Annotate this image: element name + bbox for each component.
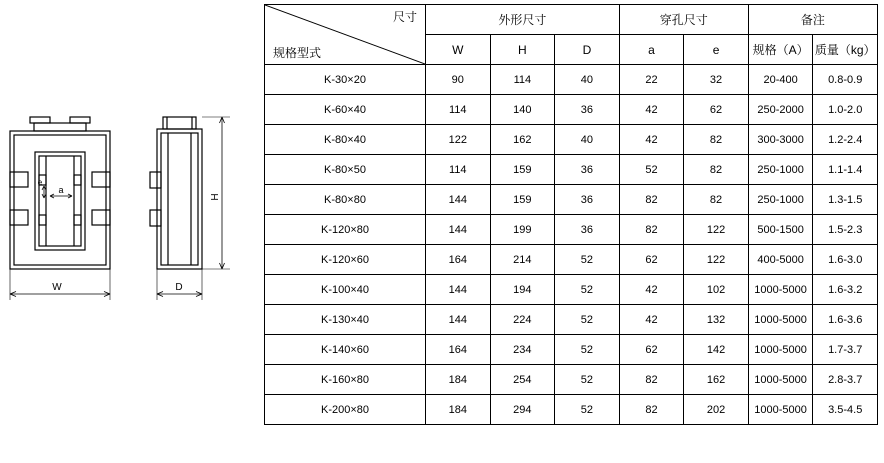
header-corner-cell — [265, 5, 426, 65]
cell-mass: 1.1-1.4 — [813, 155, 878, 185]
cell-model: K-80×50 — [265, 155, 426, 185]
table-row — [265, 155, 878, 185]
drawing-svg — [0, 0, 264, 463]
front-inner-e-label: e — [37, 178, 43, 187]
table-row — [265, 95, 878, 125]
cell-h: 234 — [490, 335, 555, 365]
cell-spec: 250-1000 — [748, 155, 813, 185]
cell-mass: 3.5-4.5 — [813, 395, 878, 425]
table-row — [265, 215, 878, 245]
cell-e: 32 — [684, 65, 749, 95]
cell-w: 144 — [426, 275, 491, 305]
header-col-h: H — [490, 35, 555, 65]
table-row — [265, 125, 878, 155]
cell-w: 144 — [426, 185, 491, 215]
cell-e: 102 — [684, 275, 749, 305]
header-group-hole: 穿孔尺寸 — [619, 5, 748, 35]
table-row — [265, 65, 878, 95]
cell-model: K-140×60 — [265, 335, 426, 365]
cell-model: K-200×80 — [265, 395, 426, 425]
cell-model: K-130×40 — [265, 305, 426, 335]
table-header-row-1 — [265, 5, 878, 35]
cell-spec: 1000-5000 — [748, 275, 813, 305]
cell-h: 254 — [490, 365, 555, 395]
table-row — [265, 335, 878, 365]
spec-table-wrap — [264, 4, 880, 425]
cell-e: 62 — [684, 95, 749, 125]
header-dimension-label: 尺寸 — [392, 10, 417, 24]
cell-d: 36 — [555, 185, 620, 215]
cell-spec: 1000-5000 — [748, 365, 813, 395]
spec-table-body — [265, 65, 878, 425]
header-model-label: 规格型式 — [273, 46, 322, 60]
cell-e: 162 — [684, 365, 749, 395]
cell-w: 164 — [426, 335, 491, 365]
cell-h: 162 — [490, 125, 555, 155]
table-row — [265, 305, 878, 335]
header-col-mass: 质量（kg） — [813, 35, 878, 65]
cell-spec: 400-5000 — [748, 245, 813, 275]
cell-a: 52 — [619, 155, 684, 185]
table-row — [265, 395, 878, 425]
cell-mass: 1.6-3.0 — [813, 245, 878, 275]
cell-model: K-30×20 — [265, 65, 426, 95]
cell-a: 82 — [619, 215, 684, 245]
cell-d: 52 — [555, 305, 620, 335]
header-col-spec: 规格（A） — [748, 35, 813, 65]
cell-model: K-80×80 — [265, 185, 426, 215]
cell-a: 82 — [619, 395, 684, 425]
cell-e: 132 — [684, 305, 749, 335]
header-col-w: W — [426, 35, 491, 65]
cell-e: 122 — [684, 245, 749, 275]
cell-spec: 1000-5000 — [748, 395, 813, 425]
cell-w: 144 — [426, 305, 491, 335]
cell-e: 82 — [684, 125, 749, 155]
header-col-a: a — [619, 35, 684, 65]
cell-e: 202 — [684, 395, 749, 425]
header-group-outline: 外形尺寸 — [426, 5, 620, 35]
product-drawings — [0, 0, 264, 463]
cell-d: 52 — [555, 395, 620, 425]
cell-mass: 1.6-3.6 — [813, 305, 878, 335]
front-inner-a-label: a — [58, 185, 64, 195]
cell-a: 42 — [619, 275, 684, 305]
cell-d: 52 — [555, 245, 620, 275]
cell-a: 62 — [619, 245, 684, 275]
cell-a: 22 — [619, 65, 684, 95]
cell-a: 42 — [619, 95, 684, 125]
table-row — [265, 185, 878, 215]
cell-w: 144 — [426, 215, 491, 245]
cell-w: 184 — [426, 395, 491, 425]
table-row — [265, 365, 878, 395]
cell-model: K-120×60 — [265, 245, 426, 275]
cell-model: K-80×40 — [265, 125, 426, 155]
front-view — [10, 117, 110, 300]
cell-w: 164 — [426, 245, 491, 275]
cell-a: 62 — [619, 335, 684, 365]
header-col-e: e — [684, 35, 749, 65]
cell-mass: 1.3-1.5 — [813, 185, 878, 215]
spec-table — [264, 4, 878, 425]
cell-h: 224 — [490, 305, 555, 335]
cell-d: 36 — [555, 155, 620, 185]
cell-spec: 250-1000 — [748, 185, 813, 215]
cell-spec: 500-1500 — [748, 215, 813, 245]
cell-h: 294 — [490, 395, 555, 425]
cell-a: 42 — [619, 305, 684, 335]
cell-a: 42 — [619, 125, 684, 155]
cell-mass: 2.8-3.7 — [813, 365, 878, 395]
cell-w: 114 — [426, 95, 491, 125]
side-height-label: H — [210, 193, 221, 201]
cell-mass: 1.7-3.7 — [813, 335, 878, 365]
cell-mass: 0.8-0.9 — [813, 65, 878, 95]
cell-mass: 1.2-2.4 — [813, 125, 878, 155]
cell-w: 114 — [426, 155, 491, 185]
cell-h: 199 — [490, 215, 555, 245]
cell-d: 40 — [555, 65, 620, 95]
cell-mass: 1.0-2.0 — [813, 95, 878, 125]
header-group-remark: 备注 — [748, 5, 877, 35]
cell-d: 52 — [555, 365, 620, 395]
cell-e: 122 — [684, 215, 749, 245]
cell-h: 194 — [490, 275, 555, 305]
cell-mass: 1.6-3.2 — [813, 275, 878, 305]
cell-h: 114 — [490, 65, 555, 95]
cell-spec: 250-2000 — [748, 95, 813, 125]
cell-d: 52 — [555, 335, 620, 365]
header-col-d: D — [555, 35, 620, 65]
cell-h: 159 — [490, 155, 555, 185]
cell-w: 90 — [426, 65, 491, 95]
cell-spec: 1000-5000 — [748, 305, 813, 335]
cell-e: 82 — [684, 185, 749, 215]
cell-d: 40 — [555, 125, 620, 155]
cell-h: 140 — [490, 95, 555, 125]
side-view — [150, 117, 230, 300]
cell-model: K-100×40 — [265, 275, 426, 305]
table-row — [265, 275, 878, 305]
cell-e: 142 — [684, 335, 749, 365]
cell-h: 159 — [490, 185, 555, 215]
cell-w: 122 — [426, 125, 491, 155]
front-width-label: W — [52, 282, 62, 293]
table-row — [265, 245, 878, 275]
side-depth-label: D — [175, 282, 183, 293]
cell-mass: 1.5-2.3 — [813, 215, 878, 245]
cell-a: 82 — [619, 185, 684, 215]
cell-model: K-60×40 — [265, 95, 426, 125]
cell-d: 36 — [555, 95, 620, 125]
cell-h: 214 — [490, 245, 555, 275]
cell-d: 36 — [555, 215, 620, 245]
cell-w: 184 — [426, 365, 491, 395]
cell-spec: 1000-5000 — [748, 335, 813, 365]
cell-spec: 20-400 — [748, 65, 813, 95]
cell-e: 82 — [684, 155, 749, 185]
cell-model: K-160×80 — [265, 365, 426, 395]
cell-d: 52 — [555, 275, 620, 305]
cell-spec: 300-3000 — [748, 125, 813, 155]
cell-a: 82 — [619, 365, 684, 395]
cell-model: K-120×80 — [265, 215, 426, 245]
